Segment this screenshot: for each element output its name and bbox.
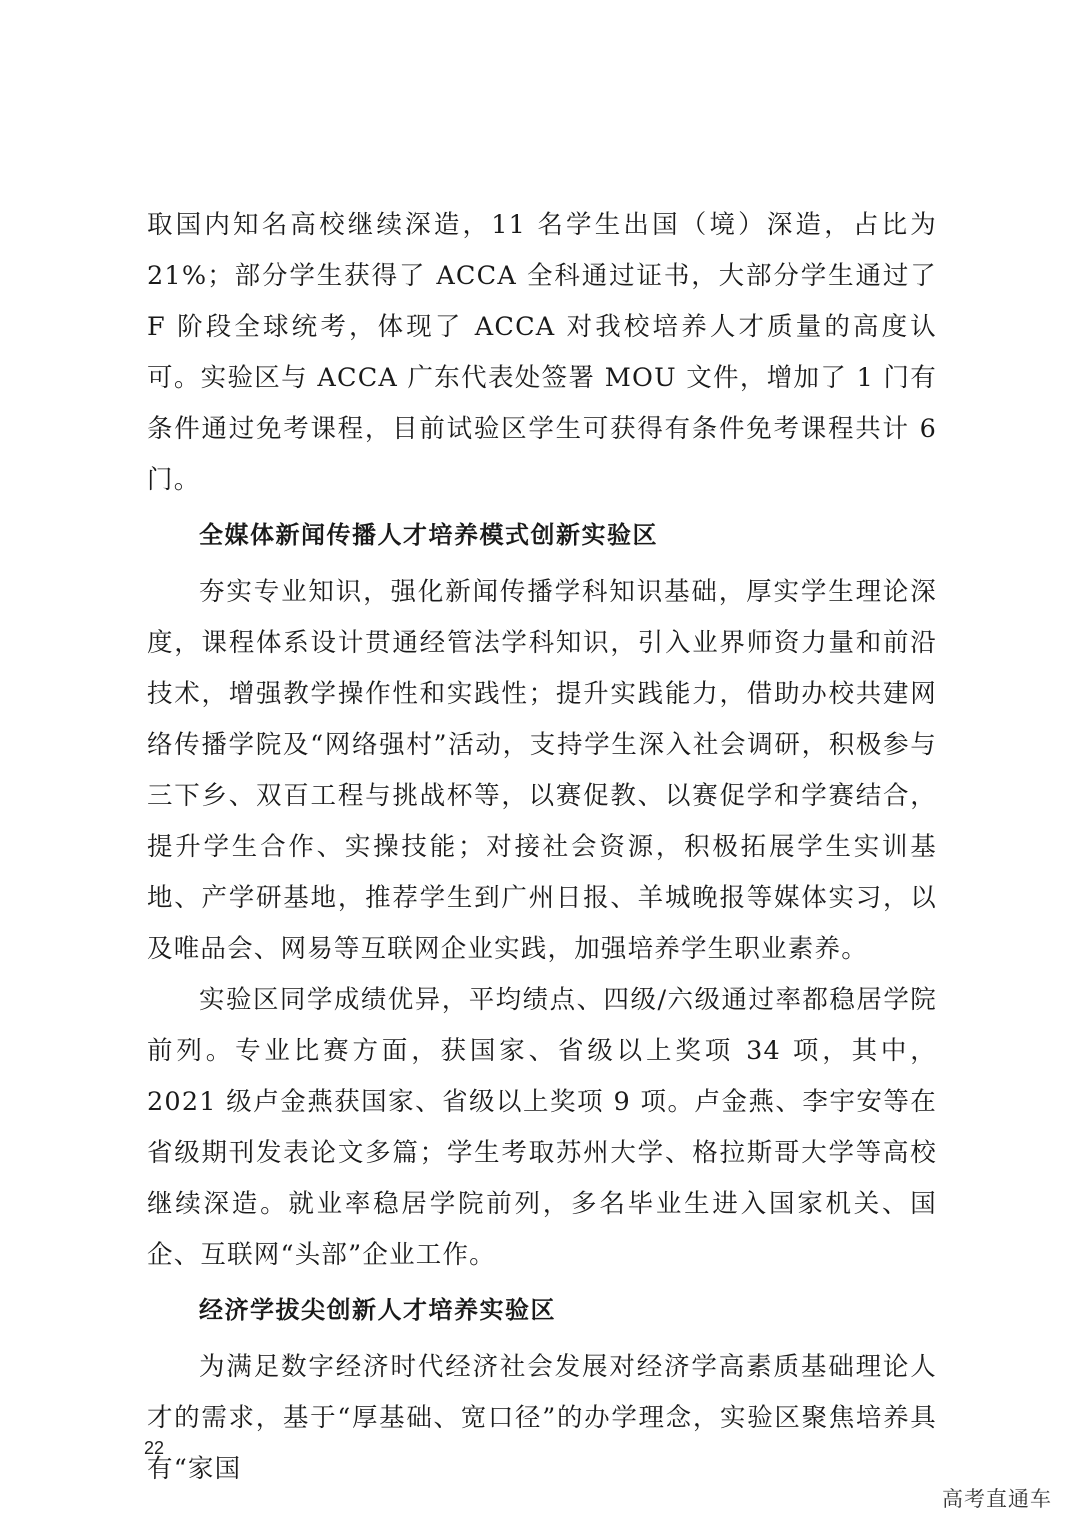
paragraph-media-training: 夯实专业知识，强化新闻传播学科知识基础，厚实学生理论深度，课程体系设计贯通经管法学科知识，引入业界师资力量和前沿技术，增强教学操作性和实践性；提升实践能力，借助办校共建网络传播学院及“网络强村”活动，支持学生深入社会调研，积极参与三下乡、双百工程与挑战杯等，以赛促教、以赛促学和学赛结合，提升学生合作、实操技能；对接社会资源，积极拓展学生实训基地、产学研基地，推荐学生到广州日报、羊城晚报等媒体实习，以及唯品会、网易等互联网企业实践，加强培养学生职业素养。 <box>147 577 937 964</box>
page-content <box>147 200 937 1495</box>
paragraph-economics-intro: 为满足数字经济时代经济社会发展对经济学高素质基础理论人才的需求，基于“厚基础、宽口径”的办学理念，实验区聚焦培养具有“家国 <box>147 1352 937 1484</box>
paragraph-acca-results: 取国内知名高校继续深造，11 名学生出国（境）深造，占比为 21%；部分学生获得了 ACCA 全科通过证书，大部分学生通过了 F 阶段全球统考，体现了 ACCA 对我校培养人才质量的高度认可。实验区与 ACCA 广东代表处签署 MOU 文件，增加了 1 门有条件通过免考课程，目前试验区学生可获得有条件免考课程共计 6 门。 <box>147 210 937 495</box>
page-number: 22 <box>144 1438 165 1458</box>
paragraph-media-results: 实验区同学成绩优异，平均绩点、四级/六级通过率都稳居学院前列。专业比赛方面，获国家、省级以上奖项 34 项，其中，2021 级卢金燕获国家、省级以上奖项 9 项。卢金燕、李宇安等在省级期刊发表论文多篇；学生考取苏州大学、格拉斯哥大学等高校继续深造。就业率稳居学院前列，多名毕业生进入国家机关、国企、互联网“头部”企业工作。 <box>147 985 937 1270</box>
watermark-label: 高考直通车 <box>942 1487 1052 1511</box>
section-heading-economics: 经济学拔尖创新人才培养实验区 <box>199 1296 556 1324</box>
section-heading-media: 全媒体新闻传播人才培养模式创新实验区 <box>199 521 658 549</box>
